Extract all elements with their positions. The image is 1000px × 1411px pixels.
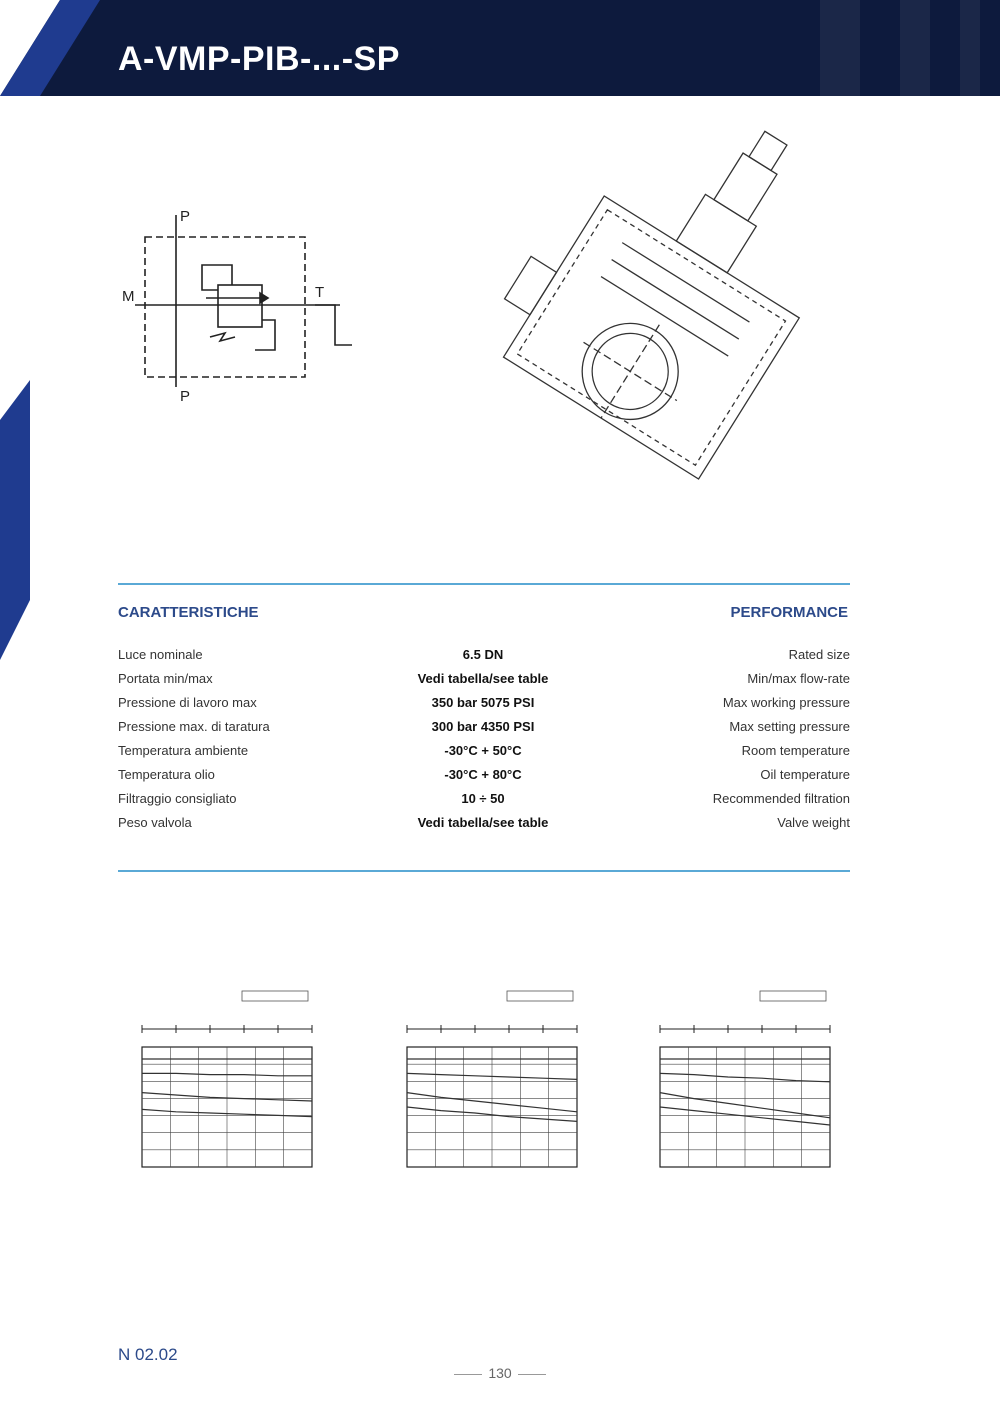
row-label-en: Rated size [788, 647, 850, 662]
row-label-it: Temperatura ambiente [118, 743, 249, 758]
header-stripe [820, 0, 860, 96]
row-value: 6.5 DN [462, 647, 504, 662]
section-heading-en: PERFORMANCE [730, 604, 848, 621]
table-row [118, 719, 850, 741]
chart-caption-mark [507, 991, 573, 1001]
left-edge-accent [0, 380, 30, 660]
table-row [118, 695, 850, 717]
table-bottom-rule [118, 870, 850, 872]
row-label-en: Recommended filtration [712, 791, 850, 806]
row-value: 10 ÷ 50 [461, 791, 505, 806]
table-row [118, 791, 850, 813]
row-value: -30°C + 50°C [444, 743, 522, 758]
chart-caption-mark [760, 991, 826, 1001]
row-label-en: Max working pressure [722, 695, 850, 710]
row-value: -30°C + 80°C [444, 767, 522, 782]
table-row [118, 815, 850, 837]
document-code: N 02.02 [118, 1345, 178, 1364]
row-label-en: Valve weight [777, 815, 850, 830]
row-label-it: Luce nominale [118, 647, 203, 662]
port-m: M [122, 288, 135, 305]
page-number: 130 [450, 1365, 550, 1381]
table-row [118, 767, 850, 789]
performance-chart [375, 985, 620, 1210]
port-p-top: P [180, 208, 191, 225]
row-label-it: Pressione di lavoro max [118, 695, 257, 710]
page-header [0, 0, 1000, 96]
table-row [118, 743, 850, 765]
performance-chart [110, 985, 355, 1210]
row-value: 300 bar 4350 PSI [431, 719, 535, 734]
row-label-en: Max setting pressure [729, 719, 850, 734]
row-label-it: Peso valvola [118, 815, 192, 830]
header-stripe [900, 0, 930, 96]
row-label-en: Min/max flow-rate [747, 671, 850, 686]
section-heading-it: CARATTERISTICHE [118, 604, 259, 621]
row-label-en: Oil temperature [760, 767, 850, 782]
valve-technical-drawing [490, 105, 870, 535]
row-label-en: Room temperature [741, 743, 850, 758]
chart-caption-mark [242, 991, 308, 1001]
port-p-bottom: P [180, 388, 191, 405]
header-stripe [960, 0, 980, 96]
table-row [118, 671, 850, 693]
page-title: A-VMP-PIB-...-SP [118, 40, 400, 78]
row-value: 350 bar 5075 PSI [431, 695, 535, 710]
table-top-rule [118, 583, 850, 585]
row-label-it: Portata min/max [118, 671, 213, 686]
hydraulic-symbol [110, 195, 370, 410]
performance-chart [628, 985, 873, 1210]
table-row [118, 647, 850, 669]
row-label-it: Pressione max. di taratura [118, 719, 270, 734]
row-label-it: Temperatura olio [118, 767, 215, 782]
row-label-it: Filtraggio consigliato [118, 791, 237, 806]
row-value: Vedi tabella/see table [417, 671, 549, 686]
row-value: Vedi tabella/see table [417, 815, 549, 830]
port-t: T [315, 284, 325, 301]
